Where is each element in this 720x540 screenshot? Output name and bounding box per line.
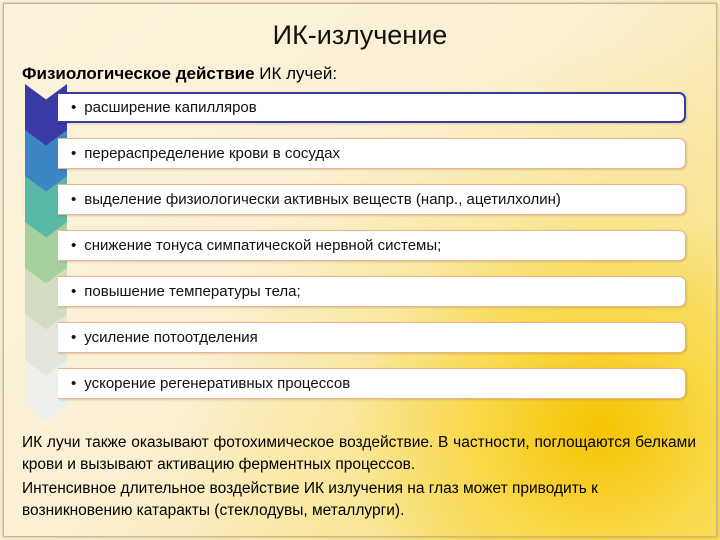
list-item (58, 92, 686, 123)
list-item-label: повышение температуры тела; (84, 283, 301, 300)
bullet-icon: • (71, 237, 77, 254)
list-item (58, 322, 686, 353)
list-item (58, 276, 686, 307)
list-item-label: усиление потоотделения (84, 329, 258, 346)
bullet-icon: • (71, 283, 77, 300)
paragraph-cataract: Интенсивное длительное воздействие ИК излучения на глаз может приводить к возникновению катаракты (стеклодувы, металлурги). (22, 480, 598, 519)
bullet-icon: • (71, 329, 77, 346)
list-item (58, 138, 686, 169)
bullet-icon: • (71, 145, 77, 162)
bullet-icon: • (71, 191, 77, 208)
list-item (58, 368, 686, 399)
slide-title: ИК-излучение (272, 20, 448, 50)
list-item-label: ускорение регенеративных процессов (84, 375, 351, 392)
subtitle-bold: Физиологическое действие (22, 64, 255, 83)
list-item-label: выделение физиологически активных веществ (напр., ацетилхолин) (84, 191, 561, 208)
bullet-icon: • (71, 99, 77, 116)
bullet-icon: • (71, 375, 77, 392)
subtitle-rest: ИК лучей: (254, 64, 338, 83)
list-item (58, 184, 686, 215)
list-item-label: перераспределение крови в сосудах (84, 145, 340, 162)
list-item (58, 230, 686, 261)
paragraph-photochemical: ИК лучи также оказывают фотохимическое воздействие. В частности, поглощаются белками крови и вызывают активацию ферментных процессов. (22, 434, 696, 473)
list-item-label: снижение тонуса симпатической нервной системы; (84, 237, 442, 254)
list-item-label: расширение капилляров (84, 99, 257, 116)
